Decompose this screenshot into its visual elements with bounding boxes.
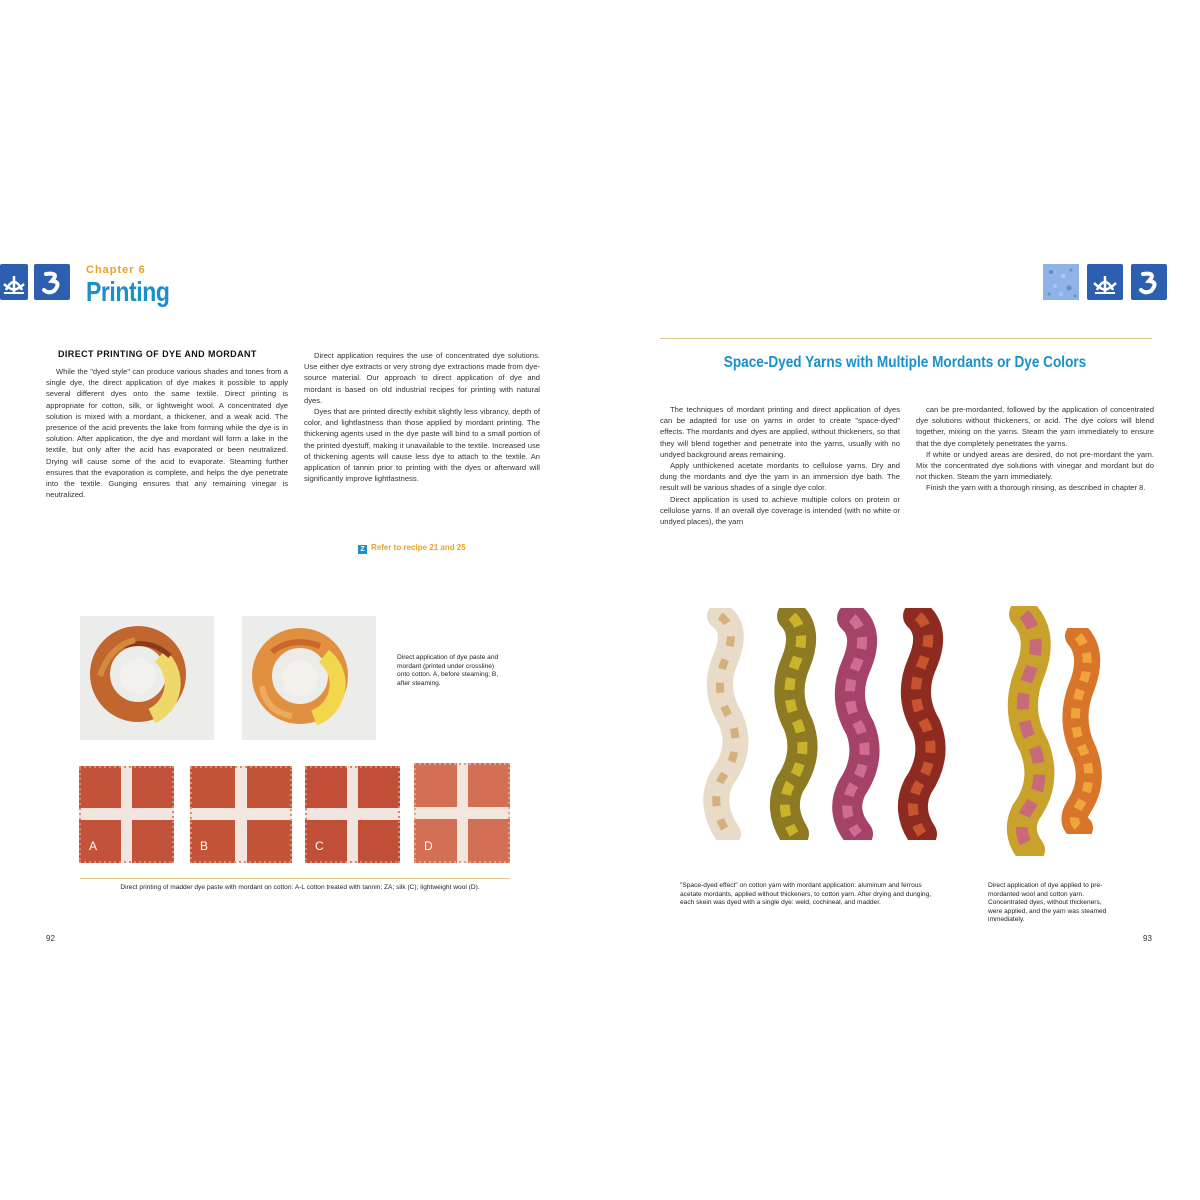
sample-label: D <box>424 839 433 853</box>
skein-photo-multicolor <box>996 606 1062 856</box>
paragraph: Finish the yarn with a thorough rinsing, as described in chapter 8. <box>926 483 1146 493</box>
sample-photo-d <box>414 763 510 863</box>
leaf-icon <box>1087 264 1123 300</box>
chapter-title: Printing <box>86 276 170 307</box>
skein-photo-orange <box>1054 628 1104 834</box>
paragraph: Direct application requires the use of concentrated dye solutions. Use either dye extracts or very strong dye extractions made from dye-source material. Our approach to direct application of dye and mordant is based on old industrial recipes for printing with natural dyes. <box>304 351 540 405</box>
paragraph: Apply unthickened acetate mordants to cellulose yarns. Dry and dung the mordants and dye the yarn in an immersion dye bath. The result will be various shades of a single dye color. <box>660 461 900 493</box>
page-number-left: 92 <box>46 934 55 943</box>
page-number-right: 93 <box>1143 934 1152 943</box>
recipe-reference[interactable] <box>358 543 466 554</box>
sample-label: C <box>315 839 324 853</box>
caption-divider <box>80 878 510 879</box>
sample-photo-c <box>305 766 400 863</box>
skein-photo-undyed <box>692 608 758 840</box>
skein-photo-red <box>886 608 952 840</box>
swirl-icon <box>1131 264 1167 300</box>
recipe-icon: Z <box>358 545 367 554</box>
print-photo-after-steaming <box>242 616 376 740</box>
sub-heading: Space-Dyed Yarns with Multiple Mordants or Dye Colors <box>723 354 1087 371</box>
sample-photo-a <box>79 766 174 863</box>
swirl-icon <box>34 264 70 300</box>
sample-label: B <box>200 839 209 853</box>
left-column-1 <box>46 366 288 500</box>
paragraph: The techniques of mordant printing and direct application of dyes can be adapted for use on yarns in order to create "space-dyed" effects. The mordants and dyes are applied, without thickeners, so that they will blend together and penetrate into the yarns, usually with no undyed background areas remaining. <box>660 405 900 459</box>
skein-photo-olive <box>760 608 826 840</box>
left-column-2 <box>304 350 540 484</box>
paragraph: Direct application is used to achieve multiple colors on protein or cellulose yarns. If an overall dye coverage is intended (with no white or undyed places), the yarn <box>660 494 900 527</box>
side-caption: Direct application of dye paste and mordant (printed under crossline) onto cotton. A, before steaming; B, after steaming. <box>397 654 499 687</box>
paragraph: Dyes that are printed directly exhibit slightly less vibrancy, depth of color, and lightfastness than those applied by mordant printing. The thickening agents used in the dye paste will bind to a small portion of the printed dyestuff, making it unavailable to the textile. Increased use of thickening agents will cause less dye to attach to the textile. An application of tannin prior to printing with the dyes or afterward will significantly improve lightfastness. <box>304 407 540 484</box>
recipe-reference-text: Refer to recipe 21 and 25 <box>371 543 466 552</box>
yarn-caption-left: "Space-dyed effect" on cotton yarn with mordant application: aluminum and ferrous acetate mordants, applied without thickeners, to cotton yarn. After drying and dunging, each skein was dyed with a single dye: weld, cochineal, and madder. <box>680 882 932 907</box>
bottom-caption: Direct printing of madder dye paste with mordant on cotton: A-L cotton treated with tannin; ZA; silk (C); lightweight wool (D). <box>120 884 480 891</box>
paragraph: While the "dyed style" can produce various shades and tones from a single dye, the direct application of dye makes it possible to apply several different dyes onto the same textile. Direct printing is appropriate for cotton, silk, or lightweight wool. A concentrated dye solution is mixed with a mordant, a thickener, and a weak acid. The presence of the acid prevents the lake from forming while the dye is in solution. After application, the dye and mordant will form a lake in the textile, but only after the acid has evaporated or been neutralized. Drying will cause some of the acid to evaporate. Steaming further ensures that the evaporation is complete, and helps the dye penetrate into the textile. Gunging ensures that any remaining vinegar is neutralized. <box>46 367 288 500</box>
texture-icon <box>1043 264 1079 300</box>
chapter-label: Chapter 6 <box>86 264 146 276</box>
section-heading: DIRECT PRINTING OF DYE AND MORDANT <box>58 349 257 359</box>
paragraph: can be pre-mordanted, followed by the application of concentrated dye solutions without thickeners, or acid. The dye colors will blend together, mixing on the yarns. Steam the yarn immediately to ensure that the dye completely penetrates the yarns. <box>916 405 1154 448</box>
skein-photo-pink <box>822 608 888 840</box>
heading-divider <box>660 338 1152 339</box>
paragraph: If white or undyed areas are desired, do not pre-mordant the yarn. Mix the concentrated dye solutions with vinegar and mordant but do not thicken. Steam the yarn immediately. <box>916 449 1154 482</box>
sample-photo-b <box>190 766 292 863</box>
print-photo-before-steaming <box>80 616 214 740</box>
sample-label: A <box>89 839 98 853</box>
right-column-2 <box>916 404 1154 494</box>
yarn-caption-right: Direct application of dye applied to pre-mordanted wool and cotton yarn. Concentrated dyes, without thickeners, were applied, and the yarn was steamed immediately. <box>988 882 1107 924</box>
leaf-icon <box>0 264 28 300</box>
right-column-1 <box>660 404 900 527</box>
